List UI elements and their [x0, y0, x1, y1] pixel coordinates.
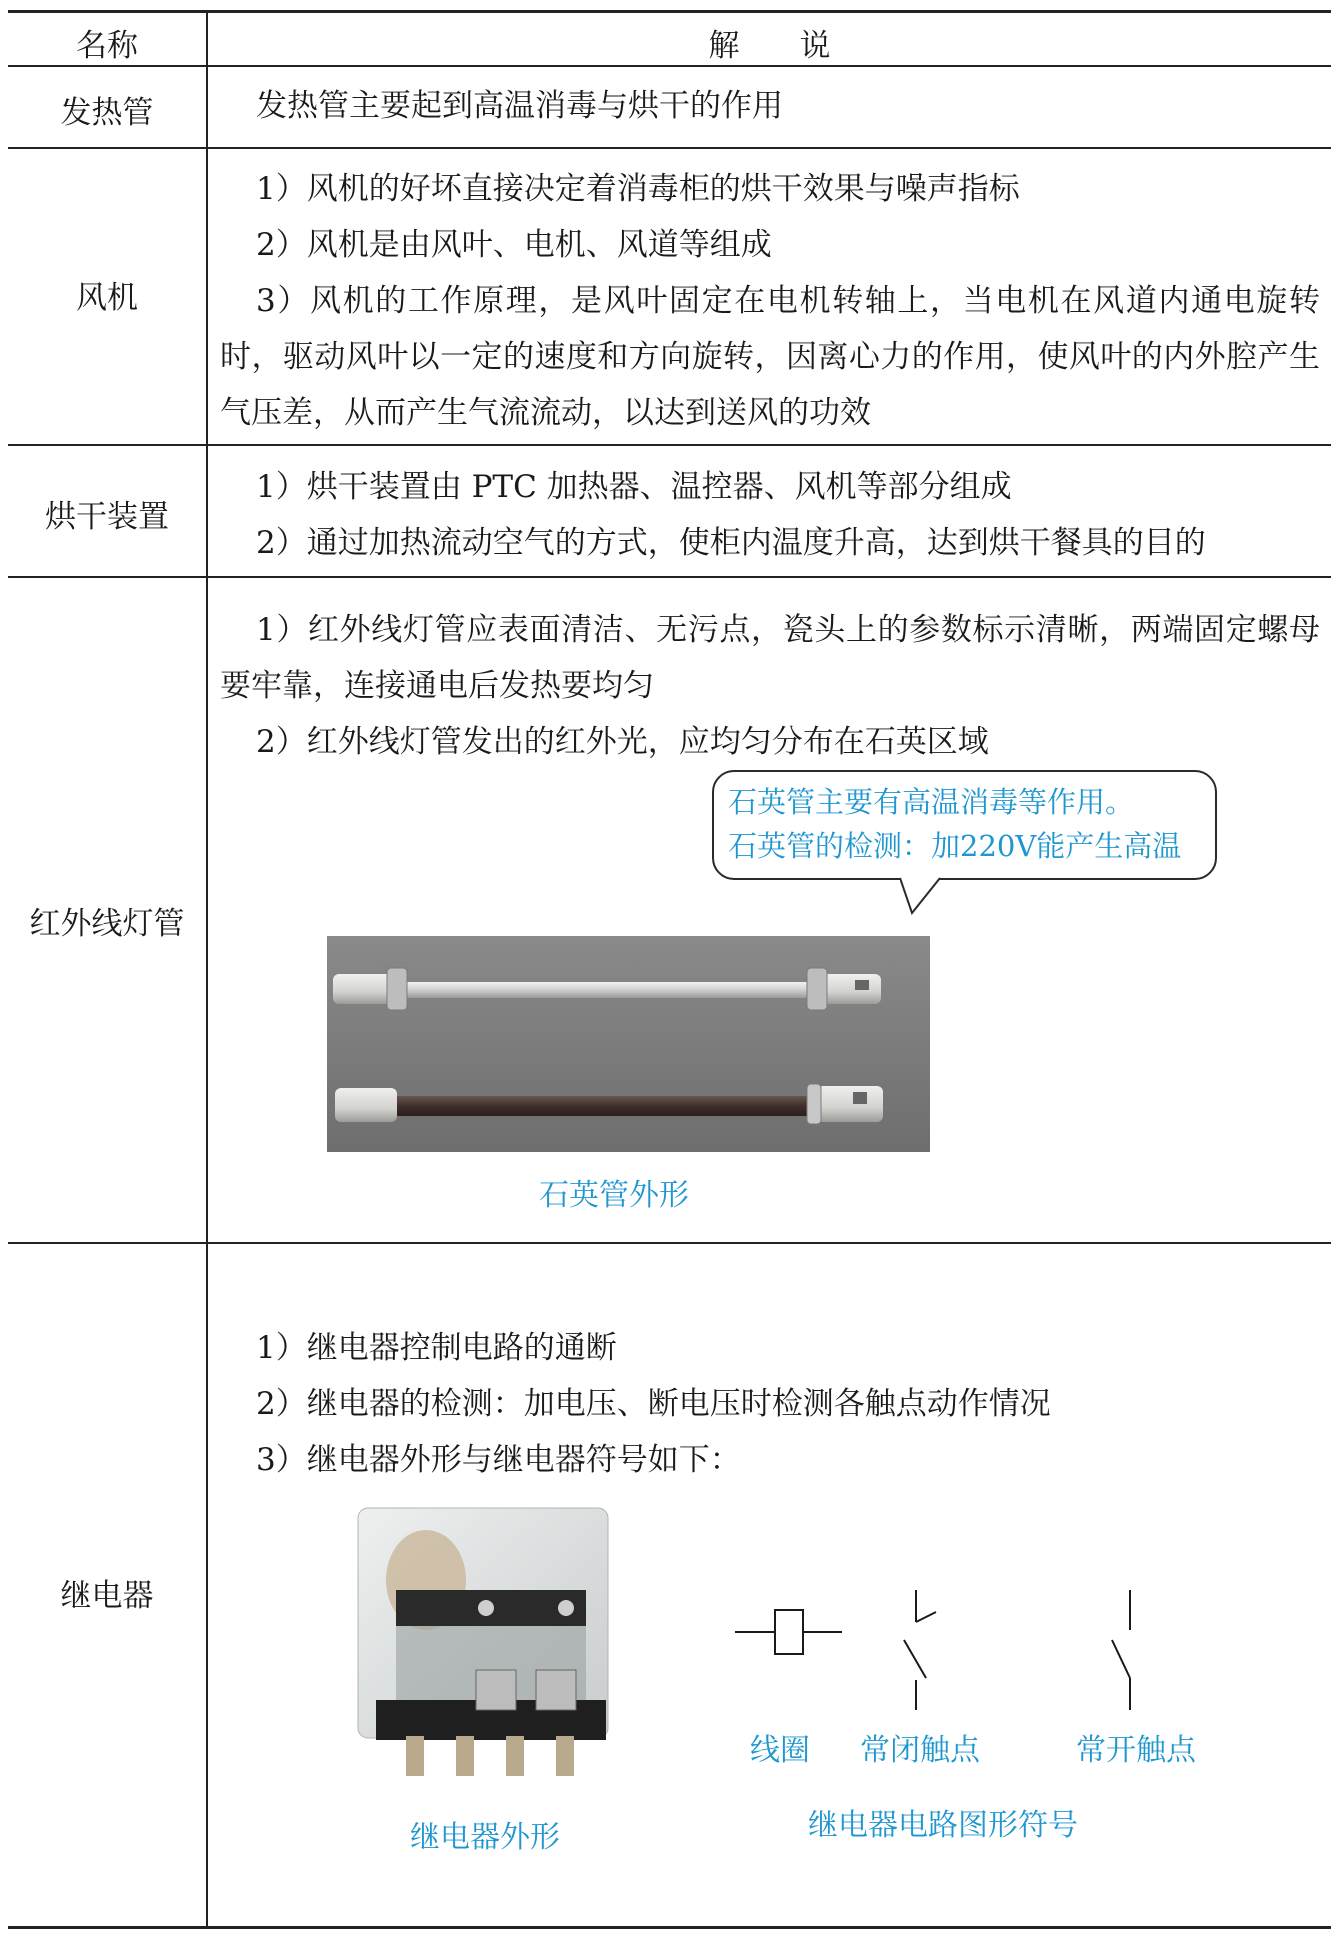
- coil-symbol-icon: [735, 1610, 842, 1654]
- coil-label: 线圈: [750, 1733, 810, 1768]
- normally-closed-contact-icon: [904, 1590, 936, 1710]
- callout-line: 石英管主要有高温消毒等作用。: [728, 785, 1135, 819]
- row-text: 2）通过加热流动空气的方式，使柜内温度升高，达到烘干餐具的目的: [256, 525, 1206, 561]
- quartz-tube-photo-icon: [327, 936, 930, 1152]
- row-name-relay: 继电器: [60, 1578, 154, 1614]
- row-text: 3）继电器外形与继电器符号如下：: [256, 1442, 741, 1478]
- row-text: 1）风机的好坏直接决定着消毒柜的烘干效果与噪声指标: [256, 171, 1020, 207]
- row-name-drying-unit: 烘干装置: [45, 499, 169, 535]
- column-divider: [206, 10, 208, 1928]
- row-name-heating-tube: 发热管: [60, 95, 154, 131]
- normally-open-contact-icon: [1112, 1590, 1130, 1710]
- row-text: 1）红外线灯管应表面清洁、无污点，瓷头上的参数标示清晰，两端固定螺母要牢靠，连接通电后发热要均匀: [220, 612, 1320, 704]
- row-text: 2）红外线灯管发出的红外光，应均匀分布在石英区域: [256, 724, 989, 760]
- callout-bubble: [712, 770, 1217, 880]
- header-name-cell: 名称: [76, 28, 138, 64]
- relay-symbols: [730, 1590, 1190, 1720]
- row-text: 3）风机的工作原理，是风叶固定在电机转轴上，当电机在风道内通电旋转时，驱动风叶以一定的速度和方向旋转，因离心力的作用，使风叶的内外腔产生气压差，从而产生气流流动，以达到送风的功效: [220, 283, 1320, 431]
- relay-photo-icon: [356, 1500, 626, 1790]
- row-text: 1）继电器控制电路的通断: [256, 1330, 617, 1366]
- row-text: 2）风机是由风叶、电机、风道等组成: [256, 227, 772, 263]
- symbols-caption: 继电器电路图形符号: [808, 1808, 1078, 1843]
- nc-contact-label: 常闭触点: [860, 1733, 980, 1768]
- no-contact-label: 常开触点: [1076, 1733, 1196, 1768]
- header-desc-cell: 解说: [708, 28, 891, 64]
- row-name-fan: 风机: [76, 280, 138, 316]
- row-text: 2）继电器的检测：加电压、断电压时检测各触点动作情况: [256, 1386, 1051, 1422]
- callout-tail: [900, 875, 960, 915]
- relay-photo-caption: 继电器外形: [410, 1820, 560, 1855]
- row-text: 1）烘干装置由 PTC 加热器、温控器、风机等部分组成: [256, 469, 1012, 505]
- quartz-tube-caption: 石英管外形: [539, 1178, 689, 1213]
- row-name-infrared-lamp: 红外线灯管: [29, 906, 185, 942]
- row-text: 发热管主要起到高温消毒与烘干的作用: [256, 88, 783, 124]
- callout-line: 石英管的检测：加220V能产生高温: [728, 829, 1182, 863]
